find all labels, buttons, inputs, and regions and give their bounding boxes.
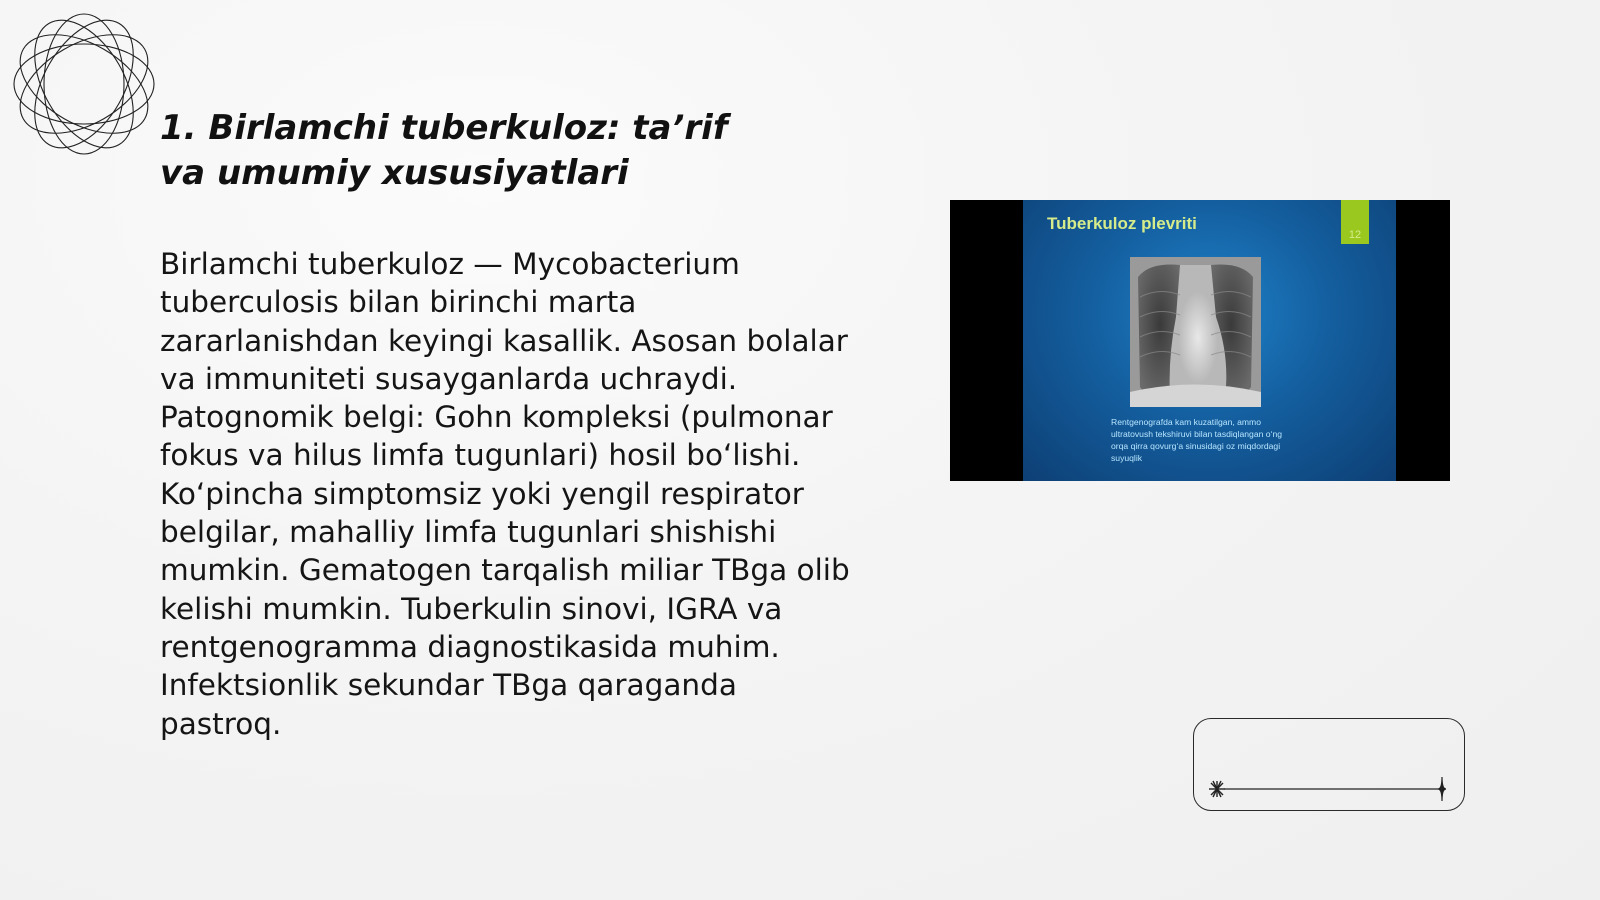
chest-xray-image [1130,257,1261,407]
slide-title: 1. Birlamchi tuberkuloz: ta’rif va umumiy xususiyatlari [160,108,728,193]
orbit-circles-icon [10,10,158,158]
embedded-slide-image [950,200,1450,481]
decorative-line-widget [1193,718,1465,811]
embedded-slide-title: Tuberkuloz plevriti [1047,214,1197,233]
sparkle-icon [1438,777,1446,801]
starburst-icon [1209,781,1225,797]
slide-body-text: Birlamchi tuberkuloz — Mycobacterium tuberculosis bilan birinchi marta zararlanishdan keyingi kasallik. Asosan bolalar va immuniteti susayganlarda uchraydi. Patognomik belgi: Gohn kompleksi (pulmonar fokus va hilus limfa tugunlari) hosil bo‘lishi. Ko‘pincha simptomsiz yoki yengil respirator belgilar, mahalliy limfa tugunlari shishishi mumkin. Gematogen tarqalish miliar TBga olib kelishi mumkin. Tuberkulin sinovi, IGRA va rentgenogramma diagnostikasida muhim. Infektsionlik sekundar TBga qaraganda pastroq. [160,247,850,741]
embedded-slide-number: 12 [1341,200,1369,244]
embedded-slide [1023,200,1396,481]
embedded-slide-caption: Rentgenografda kam kuzatilgan, ammo ultratovush tekshiruvi bilan tasdiqlangan o‘ng orqa qirra qovurg‘a sinusidagi oz miqdordagi suyuqlik [1111,417,1283,463]
